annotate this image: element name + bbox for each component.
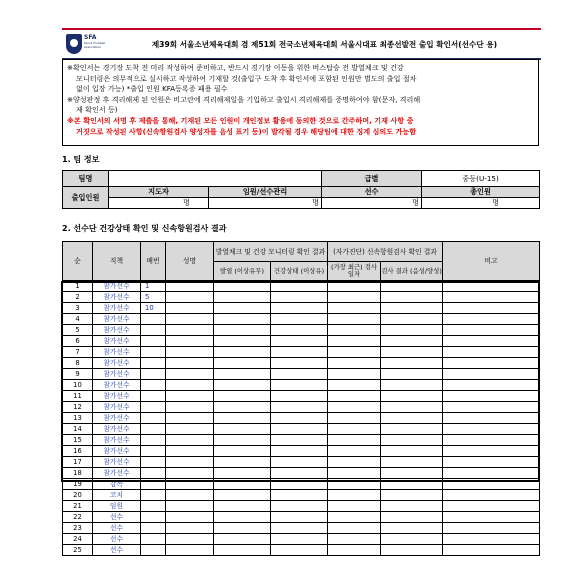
row-test-date-field[interactable] [328, 391, 381, 402]
player-count-field[interactable]: 명 [322, 198, 422, 209]
row-remark-field[interactable] [443, 358, 540, 369]
row-remark-field[interactable] [443, 545, 540, 556]
row-health-field[interactable] [271, 336, 328, 347]
row-role: 참가선수 [93, 424, 141, 435]
row-fever-field[interactable] [214, 391, 271, 402]
row-number: 22 [63, 512, 93, 523]
row-test-result-field[interactable] [381, 413, 443, 424]
row-health-field[interactable] [271, 347, 328, 358]
row-remark-field[interactable] [443, 479, 540, 490]
table-row [63, 424, 540, 435]
logo-abbr: SFA [84, 34, 97, 41]
row-name-field[interactable] [166, 413, 214, 424]
row-health-field[interactable] [271, 446, 328, 457]
row-test-result-field[interactable] [381, 479, 443, 490]
row-name-field[interactable] [166, 424, 214, 435]
notice-warning-1: ※본 확인서의 서명 후 제출을 통해, 기재된 모든 인원이 개인정보 활용에 동의한 것으로 간주하며, 기재 사항 중 [67, 115, 414, 125]
row-role: 참가선수 [93, 281, 141, 292]
row-name-field[interactable] [166, 479, 214, 490]
sfa-shield-icon [66, 34, 82, 54]
row-number: 11 [63, 391, 93, 402]
row-role: 참가선수 [93, 380, 141, 391]
row-test-result-field[interactable] [381, 325, 443, 336]
row-number: 13 [63, 413, 93, 424]
col-no-header: 순 [63, 242, 93, 281]
table-row [63, 402, 540, 413]
row-health-field[interactable] [271, 380, 328, 391]
row-remark-field[interactable] [443, 314, 540, 325]
row-bib-number[interactable]: 1 [141, 281, 166, 292]
row-number: 19 [63, 479, 93, 490]
row-role: 참가선수 [93, 358, 141, 369]
row-bib-number[interactable] [141, 424, 166, 435]
roster-table [62, 241, 540, 556]
table-row [63, 336, 540, 347]
entry-count-label: 출입인원 [63, 187, 109, 209]
fever-check-group-header: 발열체크 및 건강 모니터링 확인 결과 [214, 242, 328, 262]
row-remark-field[interactable] [443, 446, 540, 457]
notice-box [62, 59, 539, 146]
row-bib-number[interactable]: 5 [141, 292, 166, 303]
total-count-field[interactable]: 명 [422, 198, 540, 209]
row-number: 17 [63, 457, 93, 468]
row-test-result-field[interactable] [381, 457, 443, 468]
row-test-result-field[interactable] [381, 391, 443, 402]
row-bib-number[interactable] [141, 325, 166, 336]
row-role: 선수 [93, 545, 141, 556]
row-role: 참가선수 [93, 292, 141, 303]
row-test-result-field[interactable] [381, 468, 443, 479]
table-row [63, 468, 540, 479]
table-row [63, 358, 540, 369]
row-test-date-field[interactable] [328, 490, 381, 501]
table-row [63, 512, 540, 523]
row-test-result-field[interactable] [381, 512, 443, 523]
row-test-date-field[interactable] [328, 424, 381, 435]
row-test-result-field[interactable] [381, 358, 443, 369]
row-remark-field[interactable] [443, 424, 540, 435]
row-fever-field[interactable] [214, 435, 271, 446]
table-row [63, 347, 540, 358]
row-remark-field[interactable] [443, 402, 540, 413]
row-number: 8 [63, 358, 93, 369]
row-number: 23 [63, 523, 93, 534]
row-number: 3 [63, 303, 93, 314]
row-remark-field[interactable] [443, 435, 540, 446]
form-title: 제39회 서울소년체육대회 겸 제51회 전국소년체육대회 서울시대표 최종선발전 출입 확인서(선수단 용) [151, 39, 498, 49]
row-health-field[interactable] [271, 490, 328, 501]
row-remark-field[interactable] [443, 413, 540, 424]
row-fever-field[interactable] [214, 501, 271, 512]
row-role: 코치 [93, 490, 141, 501]
row-number: 15 [63, 435, 93, 446]
total-count-header: 총인원 [422, 187, 540, 198]
row-test-date-field[interactable] [328, 402, 381, 413]
row-number: 24 [63, 534, 93, 545]
table-row [63, 325, 540, 336]
row-name-field[interactable] [166, 292, 214, 303]
row-remark-field[interactable] [443, 325, 540, 336]
row-health-field[interactable] [271, 501, 328, 512]
col-role-header: 직책 [93, 242, 141, 281]
row-number: 20 [63, 490, 93, 501]
row-test-date-field[interactable] [328, 435, 381, 446]
row-health-field[interactable] [271, 545, 328, 556]
row-role: 참가선수 [93, 413, 141, 424]
row-number: 2 [63, 292, 93, 303]
row-health-field[interactable] [271, 325, 328, 336]
row-role: 선수 [93, 523, 141, 534]
row-test-result-field[interactable] [381, 281, 443, 292]
coach-count-header: 지도자 [109, 187, 209, 198]
row-test-date-field[interactable] [328, 347, 381, 358]
row-fever-field[interactable] [214, 292, 271, 303]
row-role: 참가선수 [93, 446, 141, 457]
col-fever-header: 발열 (이상유무) [214, 262, 271, 281]
row-number: 10 [63, 380, 93, 391]
row-health-field[interactable] [271, 435, 328, 446]
row-fever-field[interactable] [214, 325, 271, 336]
notice-warning-2: 거짓으로 작성된 사항(신속항원검사 양성자를 음성 표기 등)이 발각될 경우 해당팀에 대한 징계 심의도 가능함 [76, 126, 417, 136]
row-name-field[interactable] [166, 347, 214, 358]
row-number: 4 [63, 314, 93, 325]
row-bib-number[interactable] [141, 501, 166, 512]
table-row [63, 479, 540, 490]
row-health-field[interactable] [271, 512, 328, 523]
row-health-field[interactable] [271, 281, 328, 292]
team-name-field[interactable] [109, 171, 322, 187]
col-bib-header: 배번 [141, 242, 166, 281]
row-fever-field[interactable] [214, 314, 271, 325]
row-bib-number[interactable]: 10 [141, 303, 166, 314]
notice-line-1: ※확인서는 경기장 도착 전 미리 작성하여 준비하고, 반드시 경기장 이동을 위한 버스탑승 전 발열체크 및 건강 [67, 63, 404, 72]
roster-body [63, 281, 540, 556]
row-health-field[interactable] [271, 303, 328, 314]
row-fever-field[interactable] [214, 413, 271, 424]
sfa-logo [64, 33, 108, 55]
row-role: 참가선수 [93, 314, 141, 325]
row-bib-number[interactable] [141, 314, 166, 325]
row-role: 참가선수 [93, 336, 141, 347]
col-test-date-header: (가장 최근) 검사 일자 [328, 262, 381, 281]
row-remark-field[interactable] [443, 347, 540, 358]
row-fever-field[interactable] [214, 446, 271, 457]
row-name-field[interactable] [166, 435, 214, 446]
row-name-field[interactable] [166, 468, 214, 479]
row-remark-field[interactable] [443, 534, 540, 545]
row-role: 감독 [93, 479, 141, 490]
row-health-field[interactable] [271, 479, 328, 490]
row-test-result-field[interactable] [381, 501, 443, 512]
row-bib-number[interactable] [141, 468, 166, 479]
row-test-date-field[interactable] [328, 314, 381, 325]
notice-line-5: 제 확인서 등) [76, 105, 118, 115]
row-test-date-field[interactable] [328, 369, 381, 380]
row-fever-field[interactable] [214, 336, 271, 347]
row-remark-field[interactable] [443, 369, 540, 380]
row-fever-field[interactable] [214, 523, 271, 534]
row-test-date-field[interactable] [328, 413, 381, 424]
table-row [63, 534, 540, 545]
row-name-field[interactable] [166, 281, 214, 292]
row-fever-field[interactable] [214, 512, 271, 523]
row-test-date-field[interactable] [328, 380, 381, 391]
row-number: 14 [63, 424, 93, 435]
logo-subtitle: Seoul Football Association [84, 41, 106, 49]
coach-count-field[interactable]: 명 [109, 198, 209, 209]
roster-heading: 2. 선수단 건강상태 확인 및 신속항원검사 결과 [62, 224, 227, 233]
row-fever-field[interactable] [214, 468, 271, 479]
row-test-result-field[interactable] [381, 424, 443, 435]
row-role: 참가선수 [93, 303, 141, 314]
category-value[interactable]: 중등(U-15) [422, 171, 540, 187]
row-name-field[interactable] [166, 380, 214, 391]
table-row [63, 457, 540, 468]
row-number: 12 [63, 402, 93, 413]
row-health-field[interactable] [271, 314, 328, 325]
row-test-result-field[interactable] [381, 347, 443, 358]
row-number: 25 [63, 545, 93, 556]
row-bib-number[interactable] [141, 391, 166, 402]
row-role: 참가선수 [93, 402, 141, 413]
table-row [63, 281, 540, 292]
table-row [63, 314, 540, 325]
row-health-field[interactable] [271, 369, 328, 380]
notice-line-3: 없이 입장 가능) *출입 인원 KFA등록증 패용 필수 [76, 84, 228, 94]
col-health-header: 건강상태 (이상유) [271, 262, 328, 281]
row-test-result-field[interactable] [381, 446, 443, 457]
row-fever-field[interactable] [214, 545, 271, 556]
row-bib-number[interactable] [141, 446, 166, 457]
row-role: 참가선수 [93, 325, 141, 336]
col-name-header: 성명 [166, 242, 214, 281]
row-test-date-field[interactable] [328, 545, 381, 556]
row-remark-field[interactable] [443, 457, 540, 468]
row-health-field[interactable] [271, 424, 328, 435]
team-info-table [62, 170, 540, 209]
row-number: 9 [63, 369, 93, 380]
row-fever-field[interactable] [214, 457, 271, 468]
row-bib-number[interactable] [141, 512, 166, 523]
row-number: 16 [63, 446, 93, 457]
row-name-field[interactable] [166, 325, 214, 336]
notice-line-4: ※양성판정 후 격리해제 된 인원은 비고란에 격리해제일을 기입하고 출입시 격리해제를 증명하여야 함(문자, 격리해 [67, 94, 421, 104]
row-test-date-field[interactable] [328, 479, 381, 490]
row-number: 5 [63, 325, 93, 336]
row-health-field[interactable] [271, 468, 328, 479]
row-test-date-field[interactable] [328, 468, 381, 479]
row-bib-number[interactable] [141, 358, 166, 369]
row-health-field[interactable] [271, 358, 328, 369]
row-health-field[interactable] [271, 292, 328, 303]
row-name-field[interactable] [166, 314, 214, 325]
row-test-date-field[interactable] [328, 325, 381, 336]
row-name-field[interactable] [166, 523, 214, 534]
row-fever-field[interactable] [214, 347, 271, 358]
table-row [63, 413, 540, 424]
row-fever-field[interactable] [214, 424, 271, 435]
row-fever-field[interactable] [214, 369, 271, 380]
row-remark-field[interactable] [443, 490, 540, 501]
row-fever-field[interactable] [214, 490, 271, 501]
row-test-date-field[interactable] [328, 303, 381, 314]
row-name-field[interactable] [166, 501, 214, 512]
row-remark-field[interactable] [443, 292, 540, 303]
row-remark-field[interactable] [443, 281, 540, 292]
row-number: 18 [63, 468, 93, 479]
row-remark-field[interactable] [443, 391, 540, 402]
row-test-result-field[interactable] [381, 380, 443, 391]
row-name-field[interactable] [166, 336, 214, 347]
team-info-heading: 1. 팀 정보 [62, 155, 100, 164]
row-name-field[interactable] [166, 402, 214, 413]
row-bib-number[interactable] [141, 523, 166, 534]
row-test-date-field[interactable] [328, 512, 381, 523]
col-remark-header: 비고 [443, 242, 540, 281]
row-bib-number[interactable] [141, 380, 166, 391]
row-health-field[interactable] [271, 402, 328, 413]
staff-count-header: 임원/선수관리 [209, 187, 322, 198]
row-remark-field[interactable] [443, 336, 540, 347]
antigen-test-group-header: (자가진단) 신속항원검사 확인 결과 [328, 242, 443, 262]
table-row [63, 303, 540, 314]
row-role: 참가선수 [93, 391, 141, 402]
row-role: 참가선수 [93, 435, 141, 446]
table-row [63, 435, 540, 446]
row-bib-number[interactable] [141, 534, 166, 545]
row-role: 임원 [93, 501, 141, 512]
row-test-date-field[interactable] [328, 281, 381, 292]
row-test-date-field[interactable] [328, 501, 381, 512]
row-bib-number[interactable] [141, 336, 166, 347]
row-bib-number[interactable] [141, 402, 166, 413]
category-label: 급별 [322, 171, 422, 187]
row-remark-field[interactable] [443, 501, 540, 512]
row-bib-number[interactable] [141, 457, 166, 468]
table-row [63, 490, 540, 501]
row-number: 6 [63, 336, 93, 347]
table-row [63, 292, 540, 303]
row-test-result-field[interactable] [381, 523, 443, 534]
player-count-header: 선수 [322, 187, 422, 198]
row-role: 참가선수 [93, 457, 141, 468]
table-row [63, 501, 540, 512]
row-test-date-field[interactable] [328, 336, 381, 347]
row-bib-number[interactable] [141, 369, 166, 380]
staff-count-field[interactable]: 명 [209, 198, 322, 209]
row-name-field[interactable] [166, 545, 214, 556]
row-fever-field[interactable] [214, 534, 271, 545]
row-test-result-field[interactable] [381, 303, 443, 314]
row-name-field[interactable] [166, 446, 214, 457]
table-row [63, 380, 540, 391]
row-test-result-field[interactable] [381, 534, 443, 545]
row-number: 21 [63, 501, 93, 512]
row-test-date-field[interactable] [328, 358, 381, 369]
row-role: 참가선수 [93, 369, 141, 380]
row-bib-number[interactable] [141, 347, 166, 358]
row-name-field[interactable] [166, 369, 214, 380]
table-row [63, 391, 540, 402]
row-test-date-field[interactable] [328, 523, 381, 534]
table-row [63, 545, 540, 556]
row-test-result-field[interactable] [381, 292, 443, 303]
row-fever-field[interactable] [214, 281, 271, 292]
col-test-result-header: 검사 결과 (음성/양성) [381, 262, 443, 281]
row-name-field[interactable] [166, 457, 214, 468]
row-remark-field[interactable] [443, 512, 540, 523]
row-fever-field[interactable] [214, 358, 271, 369]
row-remark-field[interactable] [443, 523, 540, 534]
row-bib-number[interactable] [141, 413, 166, 424]
row-test-result-field[interactable] [381, 435, 443, 446]
row-remark-field[interactable] [443, 380, 540, 391]
row-test-result-field[interactable] [381, 314, 443, 325]
row-bib-number[interactable] [141, 479, 166, 490]
row-test-date-field[interactable] [328, 457, 381, 468]
row-remark-field[interactable] [443, 468, 540, 479]
row-test-result-field[interactable] [381, 402, 443, 413]
row-bib-number[interactable] [141, 435, 166, 446]
row-name-field[interactable] [166, 303, 214, 314]
row-bib-number[interactable] [141, 490, 166, 501]
row-name-field[interactable] [166, 534, 214, 545]
row-role: 선수 [93, 512, 141, 523]
row-test-date-field[interactable] [328, 446, 381, 457]
table-row [63, 369, 540, 380]
row-fever-field[interactable] [214, 380, 271, 391]
row-remark-field[interactable] [443, 303, 540, 314]
table-row [63, 446, 540, 457]
row-health-field[interactable] [271, 413, 328, 424]
row-test-result-field[interactable] [381, 369, 443, 380]
notice-line-2: 모니터링은 의무적으로 실시하고 작성하여 기재할 것(출입구 도착 후 확인서에 포함된 인원만 별도의 출입 절차 [76, 73, 417, 83]
table-row [63, 523, 540, 534]
row-name-field[interactable] [166, 391, 214, 402]
row-health-field[interactable] [271, 457, 328, 468]
row-test-date-field[interactable] [328, 292, 381, 303]
row-name-field[interactable] [166, 512, 214, 523]
row-role: 선수 [93, 534, 141, 545]
team-name-label: 팀명 [63, 171, 109, 187]
row-bib-number[interactable] [141, 545, 166, 556]
row-fever-field[interactable] [214, 303, 271, 314]
row-fever-field[interactable] [214, 402, 271, 413]
row-role: 참가선수 [93, 347, 141, 358]
row-test-result-field[interactable] [381, 490, 443, 501]
row-fever-field[interactable] [214, 479, 271, 490]
row-name-field[interactable] [166, 490, 214, 501]
row-role: 참가선수 [93, 468, 141, 479]
row-health-field[interactable] [271, 534, 328, 545]
row-number: 7 [63, 347, 93, 358]
row-health-field[interactable] [271, 391, 328, 402]
row-test-result-field[interactable] [381, 336, 443, 347]
form-header [62, 28, 541, 60]
row-health-field[interactable] [271, 523, 328, 534]
row-number: 1 [63, 281, 93, 292]
row-test-result-field[interactable] [381, 545, 443, 556]
row-test-date-field[interactable] [328, 534, 381, 545]
row-name-field[interactable] [166, 358, 214, 369]
